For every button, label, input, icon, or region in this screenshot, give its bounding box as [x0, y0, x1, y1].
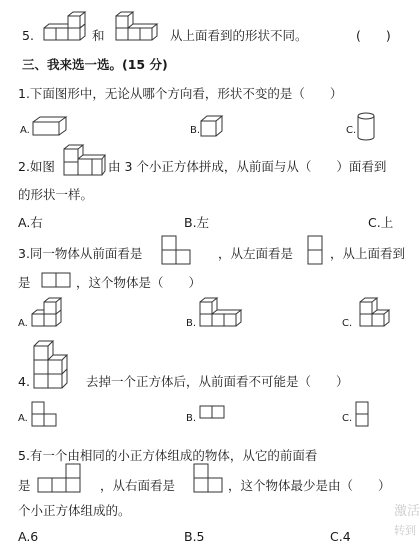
q3-option-a-label: A. — [18, 318, 28, 329]
q5b-text-b: 是 — [18, 478, 31, 493]
q2-option-a: A.右 — [18, 215, 43, 230]
q3-option-b-label: B. — [186, 318, 197, 329]
q5-text: 从上面看到的形状不同。 — [170, 28, 308, 43]
cube-row-figure-a — [40, 12, 90, 46]
q4-text: 去掉一个正方体后，从前面看不可能是（ ） — [86, 374, 349, 389]
q3-text-d: 是 — [18, 275, 31, 290]
q4-option-a-figure — [30, 400, 60, 428]
q3-text-a: 3.同一物体从前面看是 — [18, 246, 143, 261]
q2-option-b: B.左 — [184, 215, 210, 230]
q3-option-b-figure — [196, 296, 244, 332]
top-view-figure — [40, 270, 72, 290]
q2-text-start: 2.如图 — [18, 159, 55, 174]
q3-text-b: ，从左面看是 — [218, 246, 294, 261]
q5b-text-a: 5.有一个由相同的小正方体组成的物体，从它的前面看 — [18, 448, 318, 463]
q5b-option-c: C.4 — [330, 529, 351, 544]
watermark-line-1: 激活 — [394, 504, 420, 519]
q2-text-mid: 由 3 个小正方体拼成，从前面与从（ ）面看到 — [108, 159, 387, 174]
q3-option-c-figure — [352, 296, 392, 332]
three-cube-figure — [62, 144, 106, 178]
q1-option-b-label: B. — [190, 125, 201, 136]
q2-option-c: C.上 — [368, 215, 394, 230]
q1-text: 1.下面图形中，无论从哪个方向看，形状不变的是（ ） — [18, 86, 343, 101]
q5-front-view-figure — [38, 462, 84, 494]
cuboid-figure — [32, 116, 68, 138]
q3-text-c: ，从上面看到 — [330, 246, 406, 261]
q5-answer-paren: ( ) — [356, 28, 391, 43]
cube-figure — [200, 115, 226, 139]
front-view-figure — [160, 234, 194, 266]
cylinder-figure — [357, 112, 377, 142]
q4-option-c-label: C. — [342, 413, 353, 424]
q5-right-view-figure — [192, 462, 226, 494]
q1-option-a-label: A. — [20, 125, 30, 136]
q2-text-end: 的形状一样。 — [18, 187, 94, 202]
q5b-option-b: B.5 — [184, 529, 205, 544]
left-view-figure — [306, 234, 326, 266]
cube-row-figure-b — [112, 12, 166, 46]
q4-option-a-label: A. — [18, 413, 28, 424]
q4-stack-figure — [28, 338, 76, 390]
q5b-option-a: A.6 — [18, 529, 39, 544]
section-title: 三、我来选一选。(15 分) — [22, 57, 168, 72]
q3-option-a-figure — [30, 296, 70, 332]
q5b-text-e: 个小正方体组成的。 — [18, 503, 131, 518]
q4-number: 4. — [18, 374, 30, 389]
q4-option-b-label: B. — [186, 413, 197, 424]
q5-and: 和 — [92, 28, 105, 43]
q4-option-b-figure — [198, 404, 238, 422]
watermark-line-2: 转到 — [394, 524, 416, 537]
q5b-text-d: ，这个物体最少是由（ ） — [228, 478, 391, 493]
q5b-text-c: ，从右面看是 — [100, 478, 176, 493]
q1-option-c-label: C. — [346, 125, 357, 136]
q3-option-c-label: C. — [342, 318, 353, 329]
q4-option-c-figure — [354, 400, 372, 430]
q3-text-e: ，这个物体是（ ） — [76, 275, 202, 290]
q5-number: 5. — [22, 28, 34, 43]
